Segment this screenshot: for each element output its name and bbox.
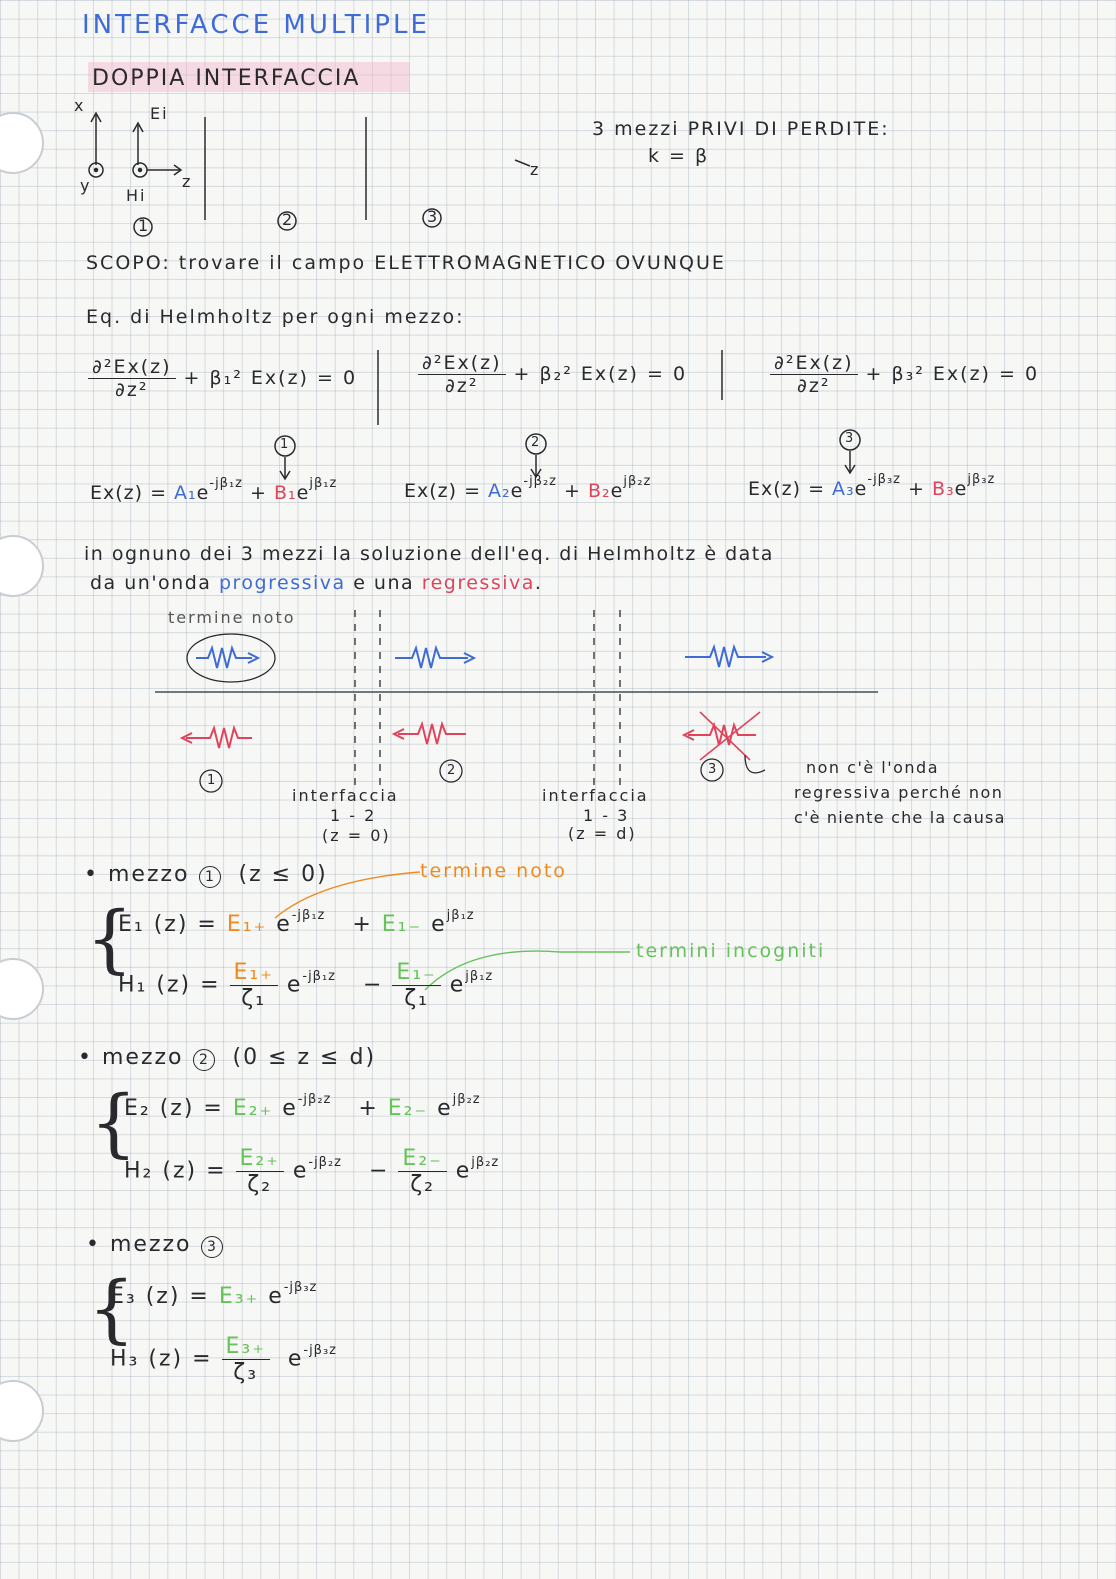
helmholtz-medium-1: 1 <box>280 437 289 452</box>
wave-medium-1: 1 <box>207 773 216 788</box>
regressive-word: regressiva <box>421 572 535 594</box>
medium3-brace: { <box>88 1266 136 1352</box>
wave-medium-3: 3 <box>708 762 717 777</box>
page-title: INTERFACCE MULTIPLE <box>82 10 430 40</box>
media-note-line2: k = β <box>648 145 710 167</box>
medium-label-2: 2 <box>282 210 293 229</box>
medium3-header: • mezzo 3 <box>86 1232 223 1258</box>
solution-2: $Ex(z) = A_2e^{-j\beta_2z} + B_2e^{j\beta_2z}$ <box>404 474 652 502</box>
medium3-H-equation: H₃ (z) = $\frac{\text{E₃₊}}{\text{ζ₃}}$ $e^{-j\beta_3z}$ <box>110 1334 338 1385</box>
wave-note-line1: non c'è l'onda <box>806 758 940 777</box>
medium2-E-equation: E₂ (z) = E₂₊ $e^{-j\beta_2z} + E_{2-}$ $e^{j\beta_2z}$ <box>124 1092 481 1121</box>
helmholtz-eq-1: $\frac{\text{∂²Ex(z)}}{\text{∂z²}}$ + β₁² Ex(z) = 0 <box>88 356 357 401</box>
medium1-brace: { <box>86 896 134 982</box>
progressive-word: progressiva <box>218 572 346 594</box>
medium2-H-equation: H₂ (z) = $\frac{\text{E₂₊}}{\text{ζ₂}}$ $e^{-j\beta_2z}$ − $\frac{\text{E₂₋}}{\text{ζ₂}}$ $e^{j\beta_2z}$ <box>124 1146 500 1197</box>
interface1-z: (z = 0) <box>322 826 391 845</box>
known-term-label: termine noto <box>168 608 296 627</box>
wave-note-line3: c'è niente che la causa <box>794 808 1006 827</box>
interface2-ids: 1 - 3 <box>583 806 630 825</box>
medium1-E-equation: E₁ (z) = E₁₊ $e^{-j\beta_1z} + E_{1-}$ $e^{j\beta_1z}$ <box>118 908 475 937</box>
helmholtz-eq-2: $\frac{\text{∂²Ex(z)}}{\text{∂z²}}$ + β₂² Ex(z) = 0 <box>418 352 687 397</box>
medium-label-3: 3 <box>427 207 438 226</box>
helmholtz-intro: Eq. di Helmholtz per ogni mezzo: <box>86 306 465 328</box>
solution-3: $Ex(z) = A_3e^{-j\beta_3z} + B_3e^{j\beta_3z}$ <box>748 472 996 500</box>
axis-y-label: y <box>80 176 92 195</box>
medium-label-1: 1 <box>138 216 149 235</box>
interface1-name: interfaccia <box>292 786 399 805</box>
axis-z2-label: z <box>530 160 541 179</box>
medium3-E-equation: E₃ (z) = E₃₊ $e^{-j\beta_3z}$ <box>110 1280 318 1309</box>
wave-medium-2: 2 <box>447 763 456 778</box>
section-subtitle: DOPPIA INTERFACCIA <box>92 66 361 91</box>
medium2-header: • mezzo 2 (0 ≤ z ≤ d) <box>78 1045 377 1070</box>
interface2-name: interfaccia <box>542 786 649 805</box>
e-incident-label: Ei <box>150 104 169 123</box>
helmholtz-medium-2: 2 <box>531 435 540 450</box>
axis-x-label: x <box>74 96 86 115</box>
wave-diagram <box>155 610 878 792</box>
solution-arrows <box>275 430 860 479</box>
wave-note-line2: regressiva perché non <box>794 783 1004 802</box>
medium1-H-equation: H₁ (z) = $\frac{\text{E₁₊}}{\text{ζ₁}}$ $e^{-j\beta_1z}$ − $\frac{\text{E₁₋}}{\text{ζ₁}}$ $e^{j\beta_1z}$ <box>118 960 494 1011</box>
medium1-header: • mezzo 1 (z ≤ 0) <box>84 862 328 887</box>
axis-z-label: z <box>182 172 193 191</box>
scope-text: SCOPO: trovare il campo ELETTROMAGNETICO OVUNQUE <box>86 252 726 274</box>
helmholtz-eq-3: $\frac{\text{∂²Ex(z)}}{\text{∂z²}}$ + β₃² Ex(z) = 0 <box>770 352 1039 397</box>
helmholtz-medium-3: 3 <box>845 431 854 446</box>
media-note-line1: 3 mezzi PRIVI DI PERDITE: <box>592 118 890 140</box>
known-term-annotation: termine noto <box>420 860 567 882</box>
coordinate-diagram <box>89 113 530 236</box>
interface1-ids: 1 - 2 <box>330 806 377 825</box>
h-incident-label: Hi <box>126 186 147 205</box>
interface2-z: (z = d) <box>568 824 637 843</box>
unknown-terms-annotation: termini incogniti <box>636 940 826 962</box>
explanation-line1: in ognuno dei 3 mezzi la soluzione dell'eq. di Helmholtz è data <box>84 543 774 565</box>
solution-1: $Ex(z) = A_1e^{-j\beta_1z} + B_1e^{j\beta_1z}$ <box>90 476 338 504</box>
medium2-brace: { <box>90 1080 138 1166</box>
explanation-line2: da un'onda progressiva e una regressiva. <box>90 572 543 594</box>
